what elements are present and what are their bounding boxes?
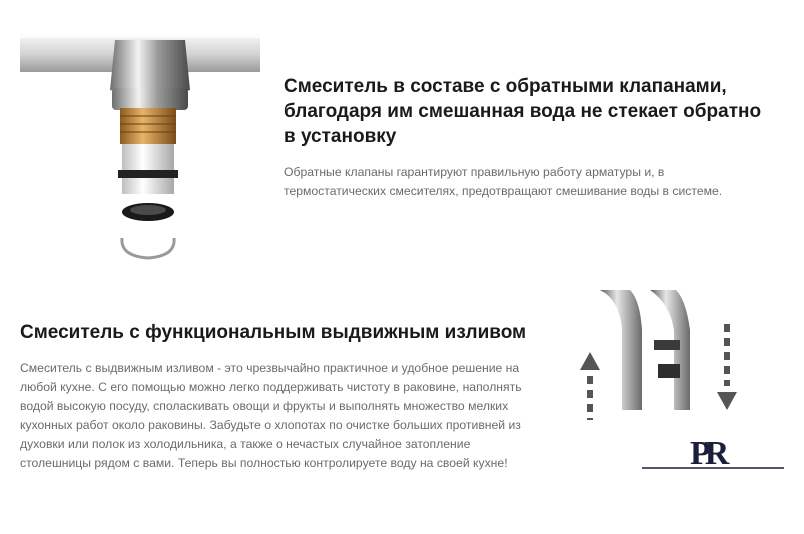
arrow-up-icon [580,352,600,420]
svg-text:PR: PR [690,435,724,472]
pull-out-spout-image [570,290,770,420]
section1-body: Обратные клапаны гарантируют правильную работу арматуры и, в термостатических смесителях, предотвращают смешивание воды в системе. [284,165,723,198]
section-check-valves [284,74,774,201]
section1-heading: Смеситель в составе с обратными клапанами, благодаря им смешанная вода не стекает обратно в установку [284,76,762,147]
section-pull-out-spout [20,320,540,473]
section2-body: Смеситель с выдвижным изливом - это чрезвычайно практичное и удобное решение на любой кухне. С его помощью можно легко поддерживать чистоту в раковине, наполнять водой высокую посуду, споласкивать овощи и фрукты и выполнять множество мелких кухонных работ около раковины. Забудьте о хлопотах по очистке больших противней из духовки или полок из холодильника, а также о нечастых случайное затопление столешницы рядом с вами. Теперь вы полностью контролируете воду на своей кухне! [20,361,522,470]
section2-heading: Смеситель с функциональным выдвижным изливом [20,322,527,343]
brand-logo [638,428,788,476]
arrow-down-icon [717,324,737,410]
faucet-check-valve-photo-icon [20,20,260,280]
check-valve-image [20,20,260,280]
brand-monogram-logo-icon [638,428,788,476]
pull-out-spout-photo-icon [570,290,770,420]
